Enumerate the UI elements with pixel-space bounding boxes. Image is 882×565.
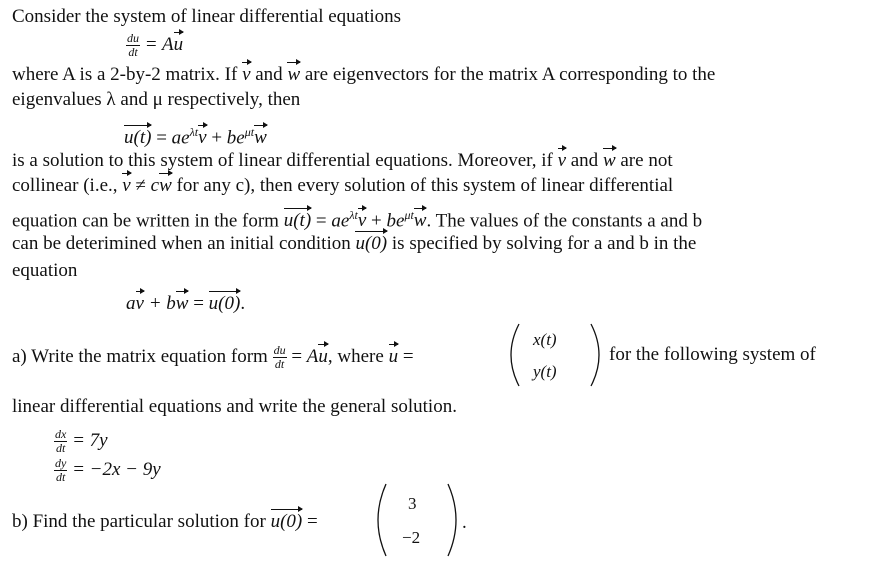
part-a-line: a) Write the matrix equation form $\frac{du}{dt}$ = Au, where u = bbox=[12, 343, 414, 371]
eigenvalues-line: eigenvalues λ and μ respectively, then bbox=[12, 89, 301, 110]
xt-yt-vector bbox=[505, 322, 605, 388]
solution-line: is a solution to this system of linear differential equations. Moreover, if v and w are not bbox=[12, 150, 673, 171]
du-dt-fraction: $\frac{du}{dt}$ bbox=[127, 31, 139, 59]
part-a-tail: for the following system of bbox=[609, 344, 816, 365]
equation-word: equation bbox=[12, 260, 78, 281]
initial-equation: av + bw = u(0). bbox=[126, 293, 246, 314]
collinear-line: collinear (i.e., v ≠ cw for any c), then every solution of this system of linear differential bbox=[12, 175, 674, 196]
vector-w: w bbox=[287, 64, 301, 85]
system-eq1: $\frac{dx}{dt}$ = 7y bbox=[55, 427, 108, 455]
system-eq2: $\frac{dy}{dt}$ = −2x − 9y bbox=[55, 456, 161, 484]
yt-entry: y(t) bbox=[533, 362, 557, 381]
part-b-line: b) Find the particular solution for u(0) = bbox=[12, 511, 318, 532]
intro-line: Consider the system of linear differential equations bbox=[12, 6, 402, 27]
initial-condition-line: can be deterimined when an initial condition u(0) is specified by solving for a and b in the bbox=[12, 233, 697, 254]
part-b-period: . bbox=[462, 512, 467, 533]
vector-v: v bbox=[242, 64, 251, 85]
vector-u: u bbox=[173, 33, 184, 55]
initial-y: −2 bbox=[402, 528, 421, 547]
initial-x: 3 bbox=[408, 494, 417, 513]
general-form-line: equation can be written in the form $u(t) = ae^{\lambda t}v + be^{\mu t}w$. The values of the constants a and b bbox=[12, 208, 703, 232]
solution-equation: $u(t) = ae^{\lambda t}v + be^{\mu t}w$ bbox=[124, 125, 267, 149]
initial-vector bbox=[372, 482, 462, 558]
eq1-rhs: = A bbox=[144, 33, 174, 55]
where-line: where A is a 2-by-2 matrix. If v and w are eigenvectors for the matrix A corresponding to the bbox=[12, 64, 716, 85]
part-a-line2: linear differential equations and write the general solution. bbox=[12, 396, 457, 417]
main-equation bbox=[126, 32, 183, 59]
xt-entry: x(t) bbox=[533, 330, 557, 349]
